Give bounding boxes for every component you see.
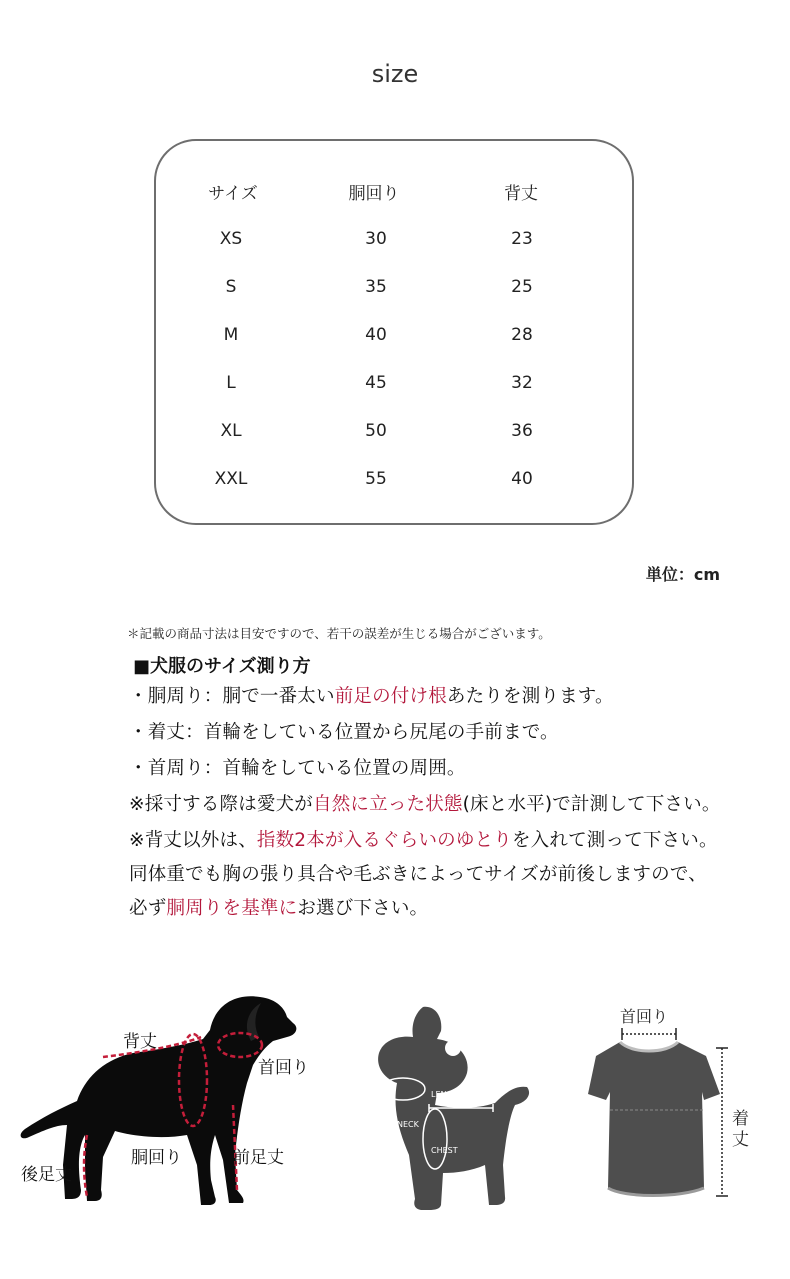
table-cell: M: [223, 325, 239, 345]
shirt-icon: [588, 1042, 720, 1196]
highlight-text: 前足の付け根: [334, 686, 447, 707]
table-cell: 35: [365, 277, 387, 297]
table-cell: XS: [219, 229, 243, 249]
instruction-line-select: 必ず胴周りを基準にお選び下さい。: [129, 898, 429, 919]
size-table: [154, 139, 634, 525]
measure-heading: ■犬服のサイズ測り方: [133, 656, 311, 677]
instruction-line-girth: ・胴周り：胴で一番太い前足の付け根あたりを測ります。: [129, 686, 614, 707]
table-header-size: サイズ: [208, 184, 258, 204]
table-cell: 40: [365, 325, 387, 345]
table-cell: XXL: [214, 469, 248, 489]
unit-label: 単位：cm: [645, 565, 720, 584]
back-length-label: 背丈: [123, 1032, 157, 1052]
shirt-length-label-2: 丈: [732, 1130, 749, 1150]
instruction-line-standing: ※採寸する際は愛犬が自然に立った状態(床と水平)で計測して下さい。: [129, 794, 721, 815]
page-title: size: [371, 60, 419, 88]
shirt-diagram: [580, 1000, 770, 1215]
highlight-text: 胴周りを基準に: [166, 898, 298, 919]
shirt-neck-label: 首回り: [620, 1007, 669, 1026]
neck-label-en: NECK: [397, 1120, 419, 1129]
table-cell: 36: [511, 421, 533, 441]
table-cell: 55: [365, 469, 387, 489]
table-cell: 40: [511, 469, 533, 489]
cartoon-dog-diagram: [365, 1005, 545, 1215]
table-cell: 50: [365, 421, 387, 441]
chest-label: CHEST: [431, 1146, 458, 1155]
shirt-length-label-1: 着: [732, 1109, 749, 1129]
girth-label: 胴回り: [131, 1148, 182, 1168]
dog-measurement-diagram: [15, 985, 345, 1225]
hind-leg-label: 後足丈: [21, 1165, 72, 1185]
front-leg-label: 前足丈: [233, 1148, 284, 1168]
highlight-text: 自然に立った状態: [313, 794, 463, 815]
instruction-line-length: ・着丈：首輪をしている位置から尻尾の手前まで。: [129, 722, 559, 743]
table-cell: 28: [511, 325, 533, 345]
table-cell: XL: [220, 421, 242, 441]
length-label: LENGTH: [431, 1090, 464, 1099]
table-cell: 23: [511, 229, 533, 249]
table-header-girth: 胴回り: [348, 184, 400, 204]
instruction-line-neck: ・首周り：首輪をしている位置の周囲。: [129, 758, 466, 779]
instruction-line-variation: 同体重でも胸の張り具合や毛ぶきによってサイズが前後しますので、: [129, 864, 707, 885]
table-cell: S: [225, 277, 237, 297]
instruction-line-ease: ※背丈以外は、指数2本が入るぐらいのゆとりを入れて測って下さい。: [129, 830, 718, 851]
highlight-text: 指数2本が入るぐらいのゆとり: [256, 830, 512, 851]
table-cell: 25: [511, 277, 533, 297]
table-cell: 32: [511, 373, 533, 393]
neck-label: 首回り: [258, 1058, 309, 1078]
table-cell: L: [226, 373, 236, 393]
table-cell: 30: [365, 229, 387, 249]
table-cell: 45: [365, 373, 387, 393]
disclaimer-note: ＊記載の商品寸法は目安ですので、若干の誤差が生じる場合がございます。: [127, 626, 551, 641]
table-header-back-length: 背丈: [504, 184, 538, 204]
